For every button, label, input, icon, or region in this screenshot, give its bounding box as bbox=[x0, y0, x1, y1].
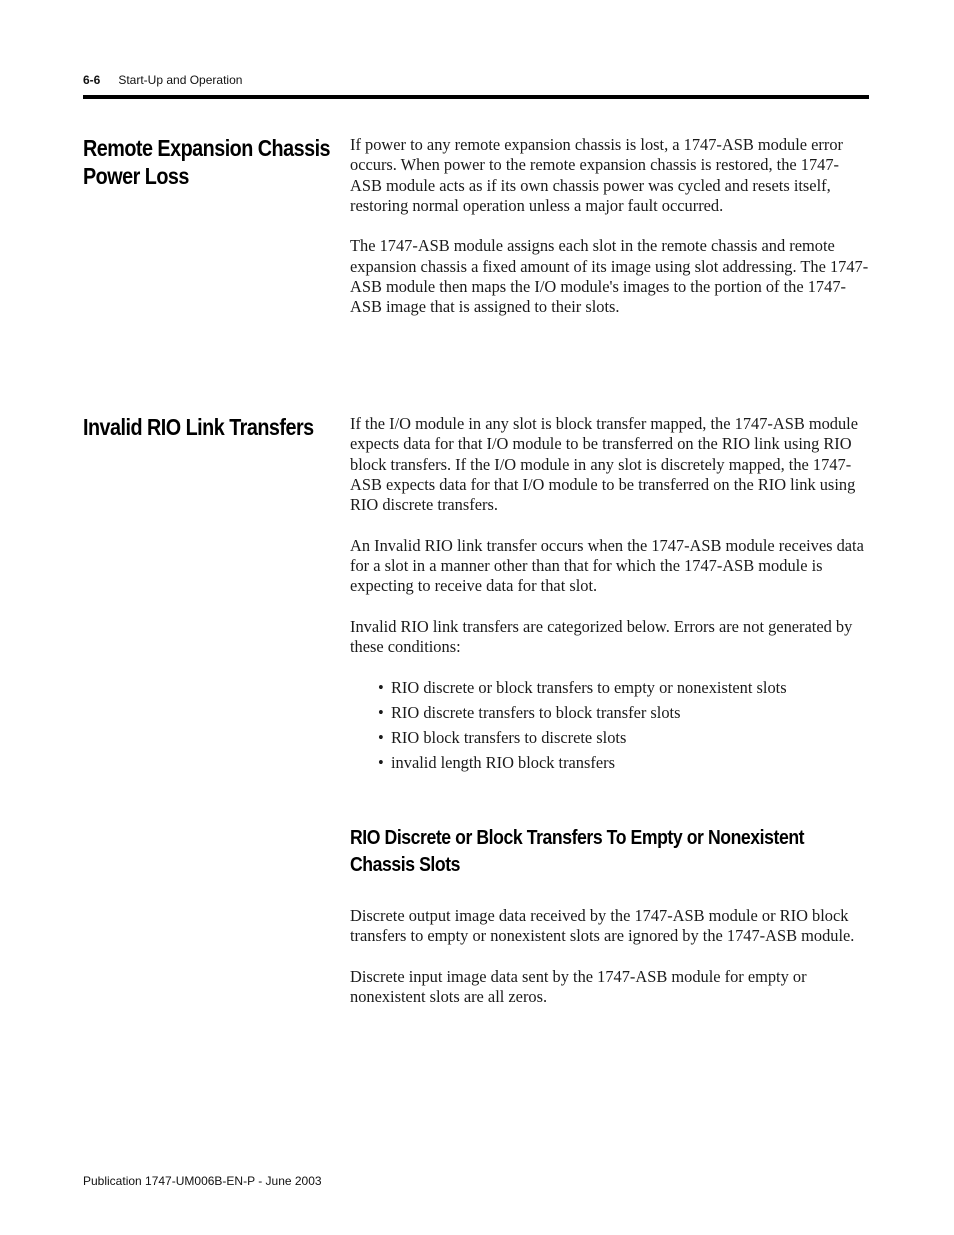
paragraph: Discrete input image data sent by the 1747-ASB module for empty or nonexistent slots are all zeros. bbox=[350, 966, 807, 1007]
chapter-title: Start-Up and Operation bbox=[118, 73, 243, 87]
section-body-power-loss bbox=[350, 135, 870, 338]
paragraph: Discrete output image data received by the 1747-ASB module or RIO block transfers to empty or nonexistent slots are ignored by the 1747-ASB module. bbox=[350, 906, 855, 946]
paragraph: The 1747-ASB module assigns each slot in the remote chassis and remote expansion chassis a fixed amount of its image using slot addressing. The 1747-ASB module then maps the I/O module's images to the portion of the 1747-ASB image that is assigned to their slots. bbox=[350, 236, 869, 317]
paragraph: An Invalid RIO link transfer occurs when the 1747-ASB module receives data for a slot in a manner other than that for which the 1747-ASB module is expecting to receive data for that slot. bbox=[350, 535, 864, 596]
bullet-icon: • bbox=[378, 752, 384, 772]
list-item: • invalid length RIO block transfers bbox=[378, 752, 615, 772]
section-heading-invalid-rio: Invalid RIO Link Transfers bbox=[83, 414, 314, 440]
subsection-heading: RIO Discrete or Block Transfers To Empty or Nonexistent Chassis Slots bbox=[350, 826, 805, 876]
page-header bbox=[83, 73, 242, 87]
publication-footer: Publication 1747-UM006B-EN-P - June 2003 bbox=[83, 1174, 322, 1188]
paragraph: If power to any remote expansion chassis is lost, a 1747-ASB module error occurs. When power to the remote expansion chassis is restored, the 1747-ASB module acts as if its own chassis power was cycled and resets itself, restoring normal operation unless a major fault occurred. bbox=[350, 135, 843, 215]
page-number: 6-6 bbox=[83, 73, 101, 87]
condition-list bbox=[350, 678, 870, 773]
header-rule bbox=[83, 95, 869, 99]
section-heading-power-loss: Remote Expansion Chassis Power Loss bbox=[83, 135, 331, 189]
bullet-icon: • bbox=[378, 702, 384, 722]
subsection-body bbox=[350, 906, 870, 1028]
bullet-icon: • bbox=[378, 677, 384, 697]
section-body-invalid-rio bbox=[350, 414, 870, 777]
bullet-icon: • bbox=[378, 727, 384, 747]
list-item: • RIO block transfers to discrete slots bbox=[378, 727, 627, 747]
list-item: • RIO discrete transfers to block transfer slots bbox=[378, 702, 681, 722]
paragraph: If the I/O module in any slot is block transfer mapped, the 1747-ASB module expects data for that I/O module to be transferred on the RIO link using RIO block transfers. If the I/O module in any slot is discretely mapped, the 1747-ASB expects data for that I/O module to be transferred on the RIO link using RIO discrete transfers. bbox=[350, 414, 859, 515]
list-item: • RIO discrete or block transfers to empty or nonexistent slots bbox=[378, 677, 787, 697]
paragraph: Invalid RIO link transfers are categorized below. Errors are not generated by these conditions: bbox=[350, 616, 853, 657]
